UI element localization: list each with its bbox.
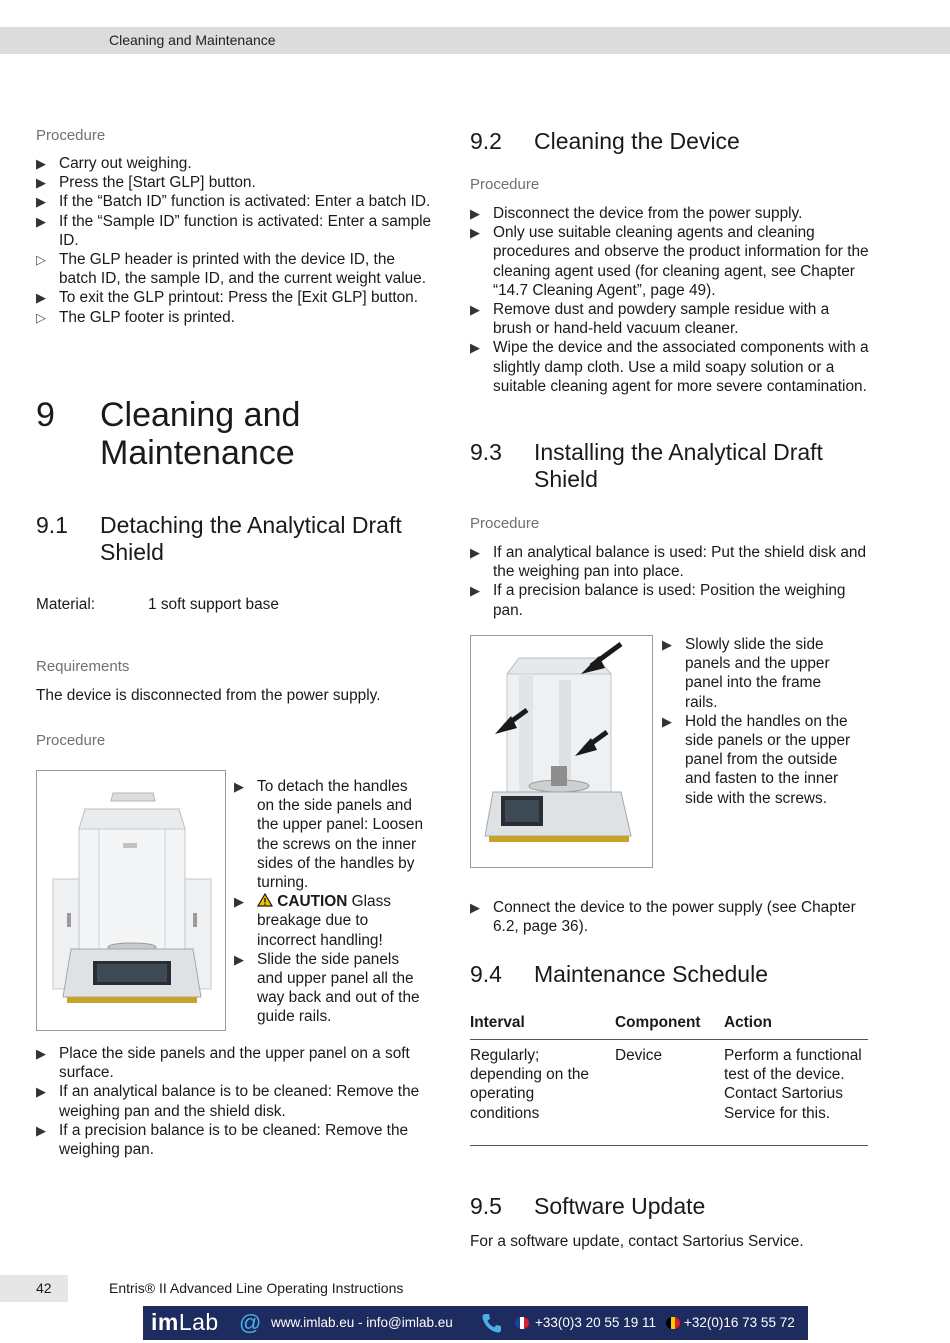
filled-triangle-icon: ▶ <box>36 290 46 306</box>
section-heading-9-1 <box>36 512 436 568</box>
filled-triangle-icon: ▶ <box>36 1084 46 1100</box>
filled-triangle-icon: ▶ <box>36 1122 46 1138</box>
list-item: ▶ Disconnect the device from the power supply. <box>470 205 803 222</box>
table-bottom-divider <box>470 1145 868 1146</box>
procedure-label: Procedure <box>470 515 540 532</box>
filled-triangle-icon: ▶ <box>470 340 480 356</box>
filled-triangle-icon: ▶ <box>470 545 480 560</box>
list-item: ▶ If a precision balance is used: Position the weighing pan. <box>470 582 846 619</box>
table-header-interval: Interval <box>470 1014 525 1031</box>
caution-label: CAUTION <box>277 893 348 911</box>
procedure-label: Procedure <box>36 732 106 749</box>
chapter-number: 9 <box>36 396 55 434</box>
filled-triangle-icon: ▶ <box>36 156 46 171</box>
banner-website[interactable]: www.imlab.eu - info@imlab.eu <box>271 1315 453 1330</box>
software-update-text: For a software update, contact Sartorius Service. <box>470 1233 804 1250</box>
material-label: Material: <box>36 596 96 613</box>
table-cell-action: Perform a functional test of the device. Contact Sartorius Service for this. <box>724 1047 862 1122</box>
warning-triangle-icon <box>257 893 273 907</box>
section-title: Installing the Analytical Draft Shield <box>534 439 823 492</box>
list-item: ▶ If the “Batch ID” function is activated: Enter a batch ID. <box>36 193 431 211</box>
list-item: ▶ Wipe the device and the associated components with a slightly damp cloth. Use a mild soapy solution or a suitable cleaning agent for more severe contamination. <box>470 339 869 395</box>
list-item: ▶ Hold the handles on the side panels or the upper panel from the outside and fasten to the inner side with the screws. <box>662 712 851 807</box>
glp-steps-list <box>36 154 436 327</box>
section-number: 9.4 <box>470 961 502 987</box>
list-item: ▷ The GLP footer is printed. <box>36 308 235 326</box>
section-heading-9-5 <box>470 1193 870 1221</box>
filled-triangle-icon: ▶ <box>36 175 46 191</box>
procedure-label: Procedure <box>36 127 106 144</box>
requirements-label: Requirements <box>36 658 130 675</box>
list-item: ▶ Remove dust and powdery sample residue with a brush or hand-held vacuum cleaner. <box>470 301 830 338</box>
table-header-divider <box>470 1039 868 1040</box>
footer-doc-title: Entris® II Advanced Line Operating Instructions <box>109 1280 404 1296</box>
filled-triangle-icon: ▶ <box>36 1046 46 1061</box>
belgium-flag-icon <box>666 1317 680 1329</box>
chapter-heading <box>36 396 436 476</box>
table-header-component: Component <box>615 1014 701 1031</box>
list-item: ▶ If a precision balance is to be cleaned: Remove the weighing pan. <box>36 1121 409 1159</box>
phone-belgium[interactable]: +32(0)16 73 55 72 <box>684 1315 795 1330</box>
balance-install-shield-image <box>470 635 653 868</box>
phone-icon <box>481 1312 501 1334</box>
install-after-steps-list <box>470 898 870 936</box>
install-steps-list <box>470 543 870 620</box>
filled-triangle-icon: ▶ <box>470 900 480 915</box>
install-side-steps-list <box>662 635 852 808</box>
table-cell-interval: Regularly; depending on the operating conditions <box>470 1047 589 1122</box>
page-number: 42 <box>36 1280 52 1296</box>
requirements-text: The device is disconnected from the power supply. <box>36 687 381 704</box>
cleaning-steps-list <box>470 204 870 396</box>
section-number: 9.1 <box>36 512 68 538</box>
balance-detached-panels-image <box>36 770 226 1031</box>
list-item: ▶ Slide the side panels and upper panel all the way back and out of the guide rails. <box>234 950 420 1026</box>
page-number-box <box>0 1275 68 1302</box>
section-number: 9.3 <box>470 439 502 465</box>
list-item: ▶ To exit the GLP printout: Press the [Exit GLP] button. <box>36 289 419 307</box>
filled-triangle-icon: ▶ <box>36 213 46 229</box>
caution-list-item <box>234 892 424 950</box>
filled-triangle-icon: ▶ <box>470 583 480 599</box>
list-item: ▶ Connect the device to the power supply (see Chapter 6.2, page 36). <box>470 899 856 936</box>
section-title: Software Update <box>534 1193 706 1219</box>
list-item: ▶ If an analytical balance is used: Put the shield disk and the weighing pan into place. <box>470 544 867 581</box>
balance-illustration <box>37 771 226 1031</box>
filled-triangle-icon: ▶ <box>470 206 480 221</box>
france-flag-icon <box>515 1317 529 1329</box>
detach-side-steps-list <box>234 777 424 1027</box>
imlab-logo: imLab <box>151 1309 219 1335</box>
table-cell-component: Device <box>615 1047 663 1064</box>
filled-triangle-icon: ▶ <box>234 894 244 910</box>
list-item: ▶ Carry out weighing. <box>36 155 192 172</box>
list-item: ▶ Slowly slide the side panels and the upper panel into the frame rails. <box>662 636 830 711</box>
list-item: ▶ If the “Sample ID” function is activated: Enter a sample ID. <box>36 212 432 249</box>
balance-illustration <box>471 636 653 868</box>
list-item: ▶ Place the side panels and the upper panel on a soft surface. <box>36 1045 410 1082</box>
filled-triangle-icon: ▶ <box>36 194 46 210</box>
running-header-title: Cleaning and Maintenance <box>109 32 276 48</box>
glp-procedure-block <box>36 127 436 327</box>
filled-triangle-icon: ▶ <box>662 637 672 652</box>
section-heading-9-3 <box>470 439 870 495</box>
phone-france[interactable]: +33(0)3 20 55 19 11 <box>535 1315 656 1330</box>
list-item: ▶ To detach the handles on the side panels and the upper panel: Loosen the screws on the inner sides of the handles by turning. <box>234 778 424 892</box>
caution-text: Glass breakage due to incorrect handling! <box>257 893 392 949</box>
filled-triangle-icon: ▶ <box>662 713 672 729</box>
section-heading-9-2 <box>470 128 870 156</box>
detach-after-steps-list <box>36 1044 436 1159</box>
section-number: 9.2 <box>470 128 502 154</box>
table-header-action: Action <box>724 1014 772 1031</box>
list-item: ▶ If an analytical balance is to be cleaned: Remove the weighing pan and the shield disk. <box>36 1083 420 1120</box>
list-item: ▶ Only use suitable cleaning agents and cleaning procedures and observe the product information for the cleaning agent used (for cleaning agent, see Chapter “14.7 Cleaning Agent”, page 49). <box>470 224 869 299</box>
filled-triangle-icon: ▶ <box>234 779 244 794</box>
section-heading-9-4 <box>470 961 870 989</box>
filled-triangle-icon: ▶ <box>470 302 480 318</box>
section-number: 9.5 <box>470 1193 502 1219</box>
chapter-title: Cleaning and Maintenance <box>100 396 301 472</box>
section-title: Maintenance Schedule <box>534 961 768 987</box>
imlab-contact-banner <box>143 1306 808 1340</box>
filled-triangle-icon: ▶ <box>470 225 480 241</box>
section-title: Cleaning the Device <box>534 128 740 154</box>
open-triangle-icon: ▷ <box>36 309 46 325</box>
open-triangle-icon: ▷ <box>36 252 46 268</box>
list-item: ▷ The GLP header is printed with the device ID, the batch ID, the sample ID, and the current weight value. <box>36 251 427 288</box>
email-at-icon: @ <box>239 1310 262 1335</box>
filled-triangle-icon: ▶ <box>234 951 244 967</box>
material-value: 1 soft support base <box>148 596 279 613</box>
section-title: Detaching the Analytical Draft Shield <box>100 512 402 565</box>
list-item: ▶ Press the [Start GLP] button. <box>36 174 256 192</box>
procedure-label: Procedure <box>470 176 540 193</box>
